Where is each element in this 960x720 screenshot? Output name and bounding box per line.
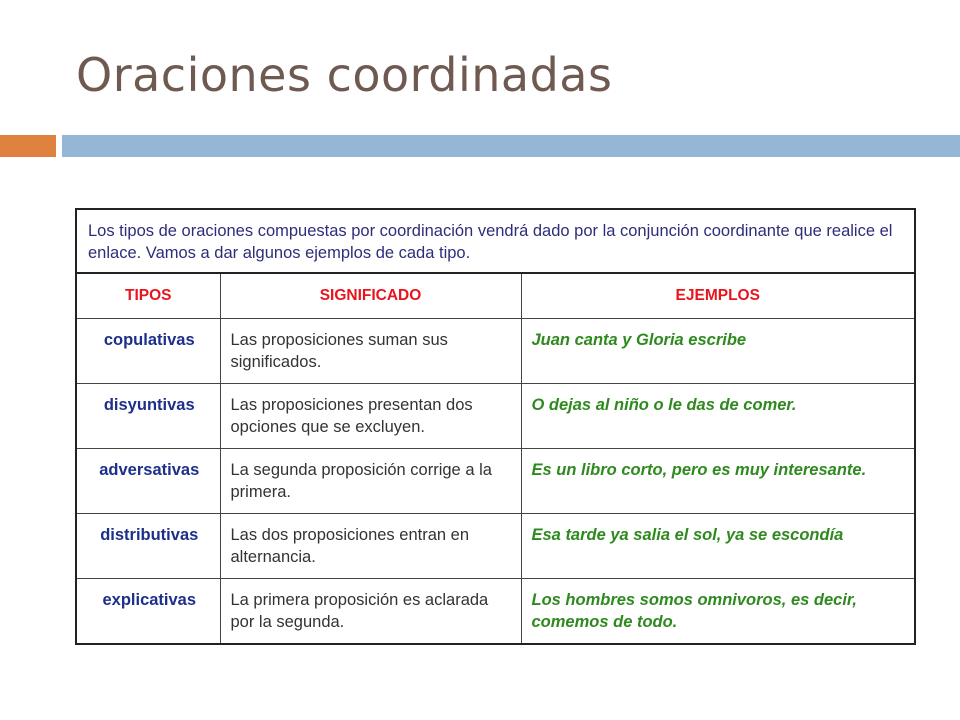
header-ejemplos: EJEMPLOS <box>521 274 914 318</box>
example-cell: O dejas al niño o le das de comer. <box>521 383 914 448</box>
table-header-row <box>77 274 914 318</box>
coordination-table-box <box>75 208 916 645</box>
meaning-cell: Las proposiciones suman sus significados. <box>220 318 521 383</box>
type-cell: copulativas <box>77 318 220 383</box>
table-row <box>77 383 914 448</box>
meaning-cell: Las dos proposiciones entran en alternancia. <box>220 513 521 578</box>
accent-bar-orange <box>0 135 56 157</box>
table-row <box>77 448 914 513</box>
slide-title: Oraciones coordinadas <box>76 48 613 102</box>
accent-bar-blue <box>62 135 960 157</box>
coordination-types-table <box>77 274 914 643</box>
meaning-cell: Las proposiciones presentan dos opciones que se excluyen. <box>220 383 521 448</box>
table-row <box>77 318 914 383</box>
type-cell: adversativas <box>77 448 220 513</box>
type-cell: distributivas <box>77 513 220 578</box>
example-cell: Es un libro corto, pero es muy interesante. <box>521 448 914 513</box>
type-cell: disyuntivas <box>77 383 220 448</box>
header-tipos: TIPOS <box>77 274 220 318</box>
example-cell: Los hombres somos omnivoros, es decir, comemos de todo. <box>521 578 914 643</box>
header-significado: SIGNIFICADO <box>220 274 521 318</box>
meaning-cell: La primera proposición es aclarada por la segunda. <box>220 578 521 643</box>
meaning-cell: La segunda proposición corrige a la primera. <box>220 448 521 513</box>
example-cell: Esa tarde ya salia el sol, ya se escondía <box>521 513 914 578</box>
table-row <box>77 513 914 578</box>
table-row <box>77 578 914 643</box>
table-intro-text: Los tipos de oraciones compuestas por coordinación vendrá dado por la conjunción coordinante que realice el enlace. Vamos a dar algunos ejemplos de cada tipo. <box>77 210 914 274</box>
type-cell: explicativas <box>77 578 220 643</box>
example-cell: Juan canta y Gloria escribe <box>521 318 914 383</box>
